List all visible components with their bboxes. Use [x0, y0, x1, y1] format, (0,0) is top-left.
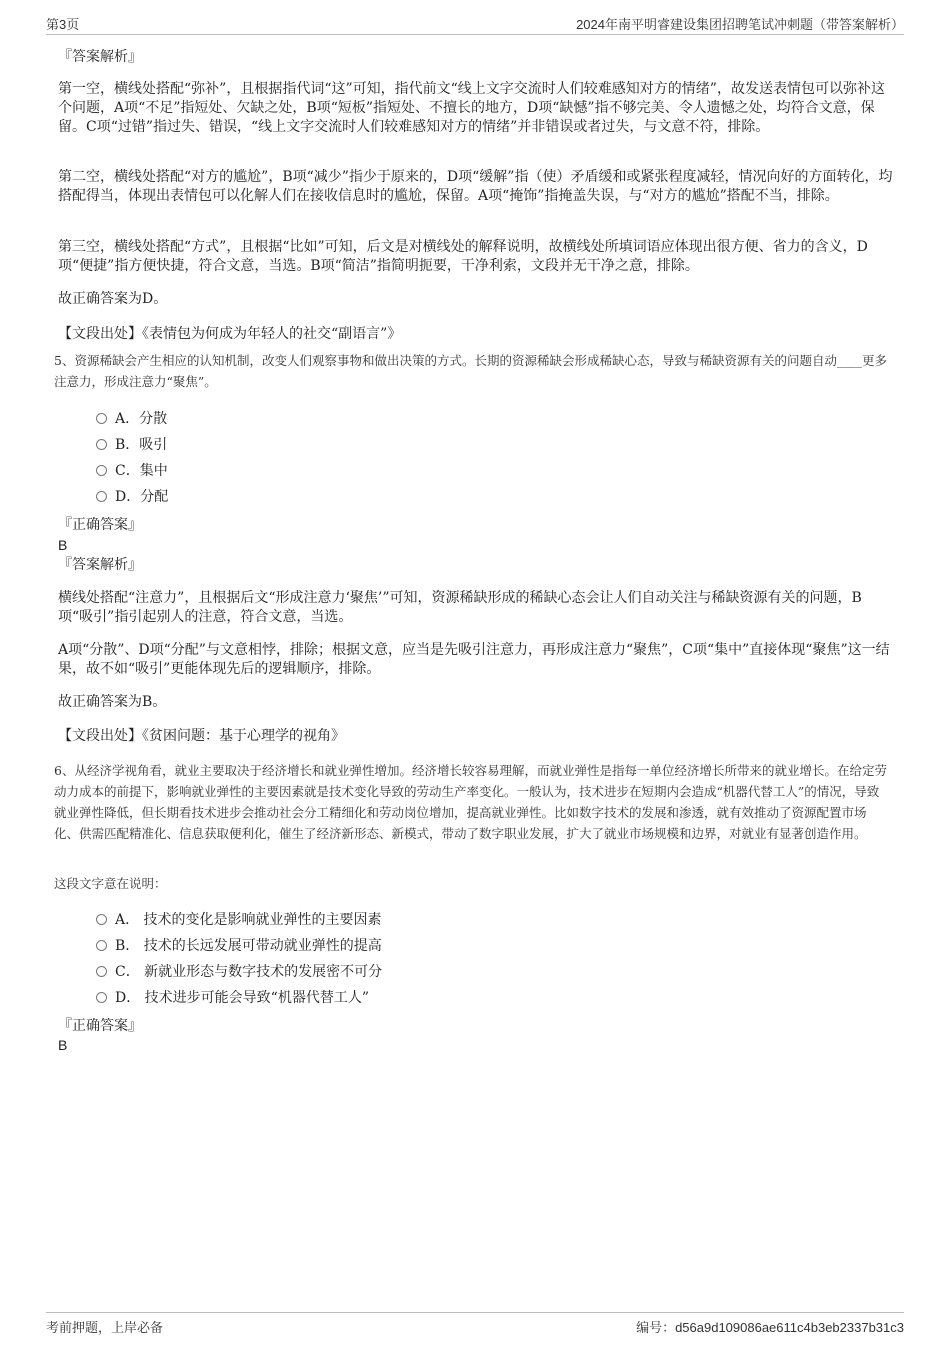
footer-code: 编号：d56a9d109086ae611c4b3eb2337b31c3: [636, 1320, 904, 1335]
radio-icon[interactable]: [96, 491, 107, 502]
q5-option-c[interactable]: C．集中: [96, 462, 168, 480]
q6-correct-answer: B: [58, 1037, 68, 1053]
q5-correct-answer: B: [58, 537, 68, 553]
q5-correct-label: 『正确答案』: [58, 517, 142, 533]
footer-slogan: 考前押题，上岸必备: [46, 1320, 164, 1335]
q4-source: 【文段出处】《表情包为何成为年轻人的社交“副语言”》: [58, 326, 402, 342]
q5-option-d[interactable]: D．分配: [96, 488, 168, 506]
q5-analysis-p1: 横线处搭配“注意力”，且根据后文“形成注意力‘聚焦’”可知，资源稀缺形成的稀缺心态会让人们自动关注与稀缺资源有关的问题，B项“吸引”指引起别人的注意，符合文意，当选。: [58, 590, 862, 625]
q6-correct-label: 『正确答案』: [58, 1018, 142, 1034]
page-number: 第3页: [46, 17, 80, 32]
radio-icon[interactable]: [96, 413, 107, 424]
document-title: 2024年南平明睿建设集团招聘笔试冲刺题（带答案解析）: [576, 17, 904, 32]
radio-icon[interactable]: [96, 940, 107, 951]
q6-option-a[interactable]: A． 技术的变化是影响就业弹性的主要因素: [96, 911, 382, 929]
q6-stem: 6、从经济学视角看，就业主要取决于经济增长和就业弹性增加。经济增长较容易理解，而就业弹性是指每一单位经济增长所带来的就业增长。在给定劳动力成本的前提下，影响就业弹性的主要因素就是技术变化导致的劳动生产率变化。一般认为，技术进步在短期内会造成“机器代替工人”的情况，导致就业弹性降低，但长期看技术进步会推动社会分工精细化和劳动岗位增加，提高就业弹性。比如数字技术的发展和渗透，就有效推动了资源配置市场化、供需匹配精准化、信息获取便利化，催生了经济新形态、新模式，带动了数字职业发展，扩大了就业市场规模和边界，对就业有显著创造作用。: [54, 763, 887, 841]
q5-source: 【文段出处】《贫困问题：基于心理学的视角》: [58, 728, 345, 744]
q5-option-b[interactable]: B．吸引: [96, 436, 167, 454]
q4-analysis-label: 『答案解析』: [58, 49, 142, 65]
q5-analysis-label: 『答案解析』: [58, 557, 142, 573]
radio-icon[interactable]: [96, 966, 107, 977]
q6-option-d[interactable]: D． 技术进步可能会导致“机器代替工人”: [96, 989, 369, 1007]
radio-icon[interactable]: [96, 914, 107, 925]
page-header: [46, 14, 904, 35]
q5-option-a[interactable]: A．分散: [96, 410, 167, 428]
q6-prompt: 这段文字意在说明：: [54, 876, 167, 891]
q4-analysis-p1: 第一空，横线处搭配“弥补”，且根据指代词“这”可知，指代前文“线上文字交流时人们较难感知对方的情绪”，故发送表情包可以弥补这个问题，A项“不足”指短处、欠缺之处，B项“短板”指短处、不擅长的地方，D项“缺憾”指不够完美、令人遗憾之处，均符合文意，保留。C项“过错”指过失、错误，“线上文字交流时人们较难感知对方的情绪”并非错误或者过失，与文意不符，排除。: [58, 81, 885, 135]
radio-icon[interactable]: [96, 465, 107, 476]
q5-conclusion: 故正确答案为B。: [58, 694, 167, 710]
q5-analysis-p2: A项“分散”、D项“分配”与文意相悖，排除；根据文意，应当是先吸引注意力，再形成注意力“聚焦”，C项“集中”直接体现“聚焦”这一结果，故不如“吸引”更能体现先后的逻辑顺序，排除。: [58, 642, 890, 677]
q6-option-c[interactable]: C． 新就业形态与数字技术的发展密不可分: [96, 963, 382, 981]
q4-conclusion: 故正确答案为D。: [58, 291, 168, 307]
radio-icon[interactable]: [96, 992, 107, 1003]
page-footer: [46, 1312, 904, 1335]
radio-icon[interactable]: [96, 439, 107, 450]
q6-option-b[interactable]: B． 技术的长远发展可带动就业弹性的提高: [96, 937, 382, 955]
q5-stem: 5、资源稀缺会产生相应的认知机制，改变人们观察事物和做出决策的方式。长期的资源稀缺会形成稀缺心态，导致与稀缺资源有关的问题自动____更多注意力，形成注意力“聚焦”。: [54, 353, 887, 389]
q4-analysis-p2: 第二空，横线处搭配“对方的尴尬”，B项“减少”指少于原来的，D项“缓解”指（使）矛盾缓和或紧张程度减轻，情况向好的方面转化，均搭配得当，体现出表情包可以化解人们在接收信息时的尴尬，保留。A项“掩饰”指掩盖失误，与“对方的尴尬”搭配不当，排除。: [58, 169, 893, 204]
q4-analysis-p3: 第三空，横线处搭配“方式”，且根据“比如”可知，后文是对横线处的解释说明，故横线处所填词语应体现出很方便、省力的含义，D项“便捷”指方便快捷，符合文意，当选。B项“简洁”指简明扼要，干净利索，文段并无干净之意，排除。: [58, 239, 868, 274]
